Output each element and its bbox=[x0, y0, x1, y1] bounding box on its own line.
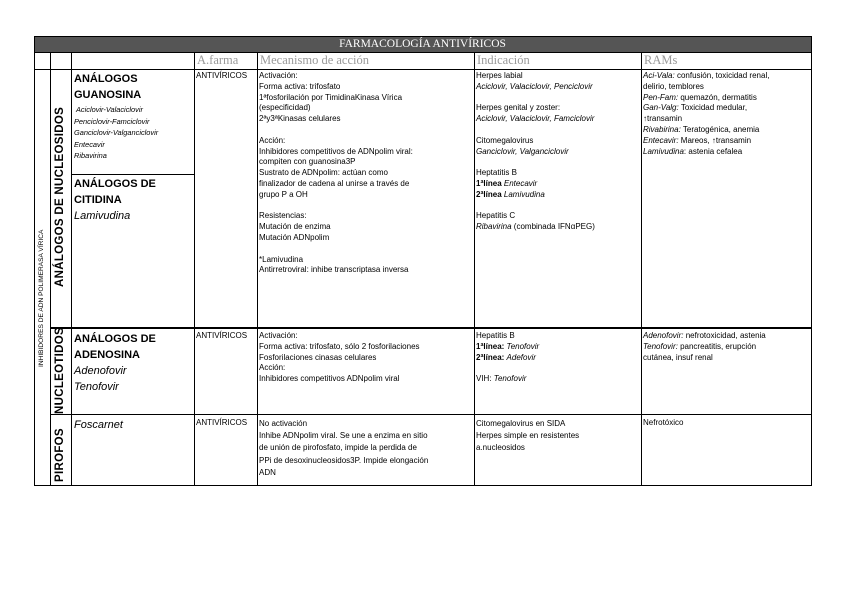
ind-hepb: Hepatitis B bbox=[476, 331, 515, 340]
row1-indicacion bbox=[476, 71, 595, 233]
guanosina-drug: Penciclovir-Famciclovir bbox=[74, 116, 150, 126]
ind-cmv-drugs: Ganciclovir, Valganciclovir bbox=[476, 146, 569, 156]
mecanismo-line: 2ªy3ªKinasas celulares bbox=[259, 114, 341, 124]
ram-line: Aci-Vala: confusión, toxicidad renal, bbox=[643, 71, 770, 80]
pirofos-drug: Foscarnet bbox=[74, 419, 123, 431]
ind-hepb-l1-label: 1ªlínea bbox=[476, 178, 502, 188]
ind-cmv: Citomegalovirus bbox=[476, 135, 534, 145]
mecanismo-line: finalizador de cadena al unirse a través de bbox=[259, 178, 410, 188]
guanosina-drug: Entecavir bbox=[74, 139, 105, 149]
mecanismo-line: Inhibe ADNpolim viral. Se une a enzima en sitio bbox=[259, 431, 428, 441]
rule-col-indicacion bbox=[474, 52, 475, 486]
mecanismo-line: Acción: bbox=[259, 135, 286, 145]
group-nucleotidos: NUCLEOTIDOS bbox=[54, 327, 66, 414]
mecanismo-line: 1ªfosforilación por TimidinaKinasa Vírica bbox=[259, 92, 403, 102]
adenosina-title-2: ADENOSINA bbox=[74, 349, 141, 361]
mecanismo-line: Inhibidores competitivos de ADNpolim viral: bbox=[259, 146, 413, 156]
ind-hepc: Hepatitis C bbox=[476, 211, 516, 221]
ind-l2-label: 2ªlínea: bbox=[476, 352, 505, 362]
guanosina-drug: Aciclovir-Valaciclovir bbox=[76, 105, 143, 114]
ind-vih-label: VIH: bbox=[476, 374, 492, 384]
adenosina-title-1: ANÁLOGOS DE bbox=[74, 333, 156, 345]
ram-line: Pen-Fam: quemazón, dermatitis bbox=[643, 92, 757, 102]
ind-hepb: Heptatitis B bbox=[476, 168, 517, 178]
ram-line: ↑transamin bbox=[643, 114, 683, 124]
guanosina-title-1: ANÁLOGOS bbox=[74, 73, 138, 85]
citidina-drug: Lamivudina bbox=[74, 210, 131, 222]
guanosina-title-2: GUANOSINA bbox=[74, 89, 142, 101]
header-afarma: A.farma bbox=[197, 53, 239, 67]
row1-mecanismo bbox=[259, 71, 413, 276]
row2-afarma: ANTIVÍRICOS bbox=[196, 331, 248, 340]
ind-herpes-genital-drugs: Aciclovir, Valaciclovir, Famciclovir bbox=[476, 114, 595, 124]
mecanismo-line: Acción: bbox=[259, 363, 286, 373]
mecanismo-line: Antirretroviral: inhibe transcriptasa inversa bbox=[259, 265, 409, 275]
row2-indicacion bbox=[476, 331, 539, 385]
mecanismo-line: de unión de pirofosfato, impide la perdida de bbox=[259, 443, 417, 453]
ram-line: Tenofovir: pancreatitis, erupción bbox=[643, 341, 757, 351]
header-mecanismo: Mecanismo de acción bbox=[260, 53, 369, 67]
ind-l1-label: 1ªlínea: bbox=[476, 341, 505, 351]
ram-line: Gan-Valg: Toxicidad medular, bbox=[643, 103, 748, 113]
ind-hepb-l2-label: 2ªlínea bbox=[476, 189, 502, 199]
row2-rams bbox=[643, 331, 766, 363]
mecanismo-gap bbox=[259, 244, 413, 255]
mecanismo-line: Forma activa: trifosfato, sólo 2 fosforilaciones bbox=[259, 341, 420, 351]
mecanismo-line: Inhibidores competitivos ADNpolim viral bbox=[259, 374, 400, 384]
mecanismo-line: PPi de desoxinucleosidos3P. Impide elongación bbox=[259, 455, 429, 465]
mecanismo-line: No activación bbox=[259, 419, 308, 428]
ram-line: cutánea, insuf renal bbox=[643, 352, 713, 362]
ind-hepc-drug: Ribavirina bbox=[476, 222, 512, 232]
ind-hepc-rest: (combinada IFNαPEG) bbox=[511, 222, 595, 232]
mecanismo-line: Mutación de enzima bbox=[259, 222, 331, 232]
ram-line: Lamivudina: astenia cefalea bbox=[643, 146, 743, 156]
mecanismo-line: Mutación ADNpolim bbox=[259, 232, 330, 242]
mecanismo-line: (especificidad) bbox=[259, 103, 311, 113]
header-indicacion: Indicación bbox=[477, 53, 530, 67]
ind-hepc-line bbox=[476, 222, 595, 233]
group-nucleosidos: ANÁLOGOS DE NUCLEOSIDOS bbox=[54, 106, 66, 287]
ram-line: delirio, temblores bbox=[643, 81, 704, 91]
ind-line: Herpes simple en resistentes bbox=[476, 431, 580, 441]
mecanismo-gap bbox=[259, 201, 413, 212]
rule-col-side bbox=[50, 52, 51, 486]
row3-afarma: ANTIVÍRICOS bbox=[196, 418, 248, 427]
side-label: INHIBIDORES DE ADN POLIMERASA VÍRICA bbox=[38, 229, 45, 367]
row1-rams bbox=[643, 71, 769, 157]
guanosina-drug: Ribavirina bbox=[74, 151, 107, 160]
ind-hepb-line1 bbox=[476, 179, 595, 190]
pirofos-group bbox=[74, 417, 123, 433]
mecanismo-line: Forma activa: trifosfato bbox=[259, 81, 341, 91]
row3-rams: Nefrotóxico bbox=[643, 418, 684, 427]
border-top bbox=[34, 36, 812, 37]
table-title: FARMACOLOGÍA ANTIVÍRICOS bbox=[34, 37, 811, 52]
citidina-title-1: ANÁLOGOS DE bbox=[74, 178, 156, 190]
mecanismo-line: Sustrato de ADNpolim: actúan como bbox=[259, 168, 388, 178]
adenosina-group bbox=[74, 331, 156, 395]
mecanismo-line: Activación: bbox=[259, 71, 298, 80]
mecanismo-gap bbox=[259, 125, 413, 136]
guanosina-group bbox=[74, 71, 158, 162]
rule-title bbox=[34, 52, 812, 53]
adenosina-drug: Tenofovir bbox=[74, 381, 119, 393]
citidina-group bbox=[74, 176, 156, 224]
ind-line: a.nucleosidos bbox=[476, 443, 525, 453]
guanosina-drug: Ganciclovir-Valganciclovir bbox=[74, 128, 159, 137]
rule-col-mecanismo bbox=[257, 52, 258, 486]
mecanismo-line: grupo P a OH bbox=[259, 189, 308, 199]
ind-hepb-l1-drug: Entecavir bbox=[503, 178, 538, 188]
row1-afarma: ANTIVÍRICOS bbox=[196, 71, 248, 80]
ind-l2-drug: Adefovir bbox=[506, 352, 536, 362]
group-pirofos: PIROFOS bbox=[54, 428, 66, 482]
rule-header bbox=[34, 69, 812, 70]
border-right bbox=[811, 36, 812, 486]
rule-col-group bbox=[71, 52, 72, 486]
rule-col-afarma bbox=[194, 52, 195, 486]
ind-vih-drug: Tenofovir bbox=[493, 374, 527, 384]
mecanismo-line: compiten con guanosina3P bbox=[259, 157, 356, 167]
row3-indicacion bbox=[476, 418, 579, 455]
citidina-title-2: CITIDINA bbox=[74, 194, 122, 206]
rule-col-rams bbox=[641, 52, 642, 486]
ram-line: Rivabirina: Teratogénica, anemia bbox=[643, 124, 760, 134]
ind-hepb-l2-drug: Lamivudina bbox=[503, 189, 545, 199]
rule-subgroup bbox=[71, 174, 194, 175]
mecanismo-line: Activación: bbox=[259, 331, 298, 340]
ind-line: Citomegalovirus en SIDA bbox=[476, 419, 566, 428]
ind-l1-drug: Tenofovir bbox=[506, 341, 540, 351]
ind-herpes-genital: Herpes genital y zoster: bbox=[476, 103, 561, 113]
ind-herpes-labial-drugs: Aciclovir, Valaciclovir, Penciclovir bbox=[476, 81, 593, 91]
mecanismo-line: *Lamivudina bbox=[259, 254, 304, 264]
row3-mecanismo bbox=[259, 418, 428, 479]
ram-line: Adenofovir: nefrotoxicidad, astenia bbox=[643, 331, 766, 340]
mecanismo-line: ADN bbox=[259, 467, 276, 477]
mecanismo-line: Resistencias: bbox=[259, 211, 307, 221]
ind-hepb-line2 bbox=[476, 190, 595, 201]
border-bottom bbox=[34, 485, 812, 486]
ind-herpes-labial: Herpes labial bbox=[476, 71, 523, 80]
adenosina-drug: Adenofovir bbox=[74, 365, 127, 377]
header-rams: RAMs bbox=[644, 53, 678, 67]
rule-row1 bbox=[50, 327, 812, 329]
ram-line: Entecavir: Mareos, ↑transamin bbox=[643, 135, 752, 145]
row2-mecanismo bbox=[259, 331, 420, 385]
rule-row2 bbox=[50, 414, 812, 415]
mecanismo-line: Fosforilaciones cinasas celulares bbox=[259, 352, 377, 362]
border-left bbox=[34, 36, 35, 486]
